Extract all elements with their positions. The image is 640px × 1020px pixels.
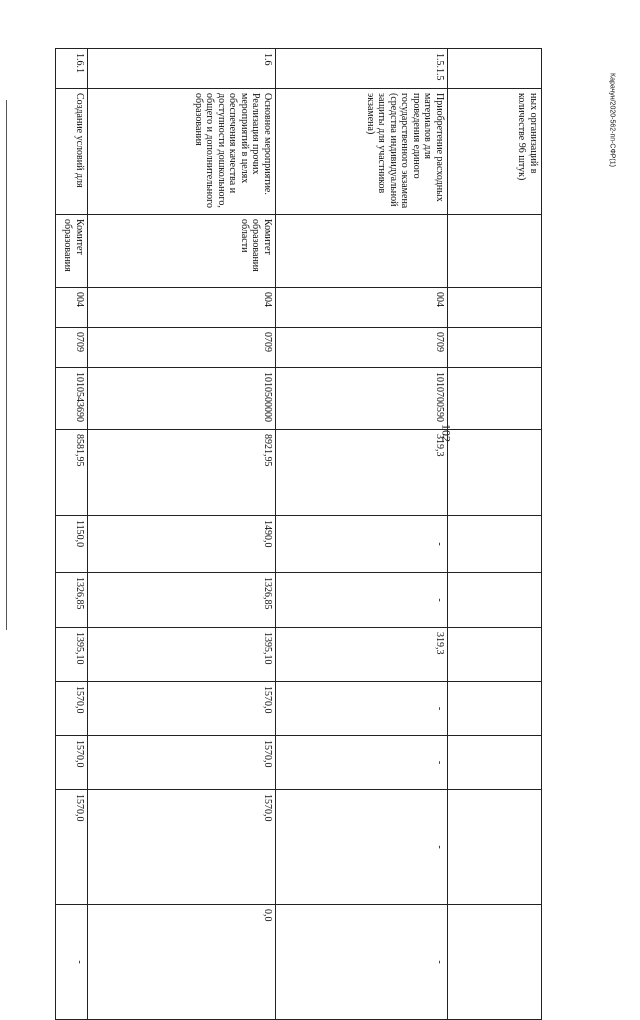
- cell-year-6: 1570,0: [56, 790, 88, 905]
- cell-year-5: 1570,0: [56, 736, 88, 790]
- cell-total: 8921,95: [88, 430, 276, 516]
- cell-year-6: 1570,0: [88, 790, 276, 905]
- cell-grbs: [448, 288, 542, 328]
- cell-name: ных организаций в количестве 96 штук): [448, 89, 542, 215]
- cell-year-4: 1570,0: [56, 682, 88, 736]
- table-row-1-5-1-5: [276, 49, 448, 1020]
- cell-year-7: -: [276, 905, 448, 1020]
- cell-year-2: 1326,85: [88, 573, 276, 628]
- cell-year-4: 1570,0: [88, 682, 276, 736]
- cell-year-3: [448, 628, 542, 682]
- cell-total: [448, 430, 542, 516]
- cell-year-2: 1326,85: [56, 573, 88, 628]
- cell-year-3: 1395,10: [56, 628, 88, 682]
- cell-year-1: 1490,0: [88, 516, 276, 573]
- cell-section: [448, 328, 542, 368]
- cell-number: 1.6.1: [56, 49, 88, 89]
- cell-name: Приобретение расходных материалов для проведения единого государственного экзамена (средства индивидуальной защиты для участников экзамена): [276, 89, 448, 215]
- cell-number: [448, 49, 542, 89]
- cell-year-4: -: [276, 682, 448, 736]
- cell-year-3: 1395,10: [88, 628, 276, 682]
- table-row-continuation: [448, 49, 542, 1020]
- cell-section: 0709: [88, 328, 276, 368]
- cell-year-4: [448, 682, 542, 736]
- page-number: 102: [439, 424, 454, 442]
- cell-grbs: 004: [88, 288, 276, 328]
- cell-year-1: -: [276, 516, 448, 573]
- table-frame: [56, 48, 542, 964]
- table-row-1-6-1: [56, 49, 88, 1020]
- cell-grbs: 004: [56, 288, 88, 328]
- left-margin-line: [6, 100, 7, 630]
- cell-year-7: [448, 905, 542, 1020]
- cell-executor: Комитет образования: [56, 215, 88, 288]
- cell-section: 0709: [56, 328, 88, 368]
- cell-year-6: -: [276, 790, 448, 905]
- cell-year-2: -: [276, 573, 448, 628]
- cell-year-7: -: [56, 905, 88, 1020]
- cell-executor: [276, 215, 448, 288]
- cell-year-1: 1150,0: [56, 516, 88, 573]
- cell-year-7: 0,0: [88, 905, 276, 1020]
- cell-grbs: 004: [276, 288, 448, 328]
- cell-total: 319,3: [276, 430, 448, 516]
- cell-year-2: [448, 573, 542, 628]
- cell-target-article: 1010500000: [88, 368, 276, 430]
- cell-section: 0709: [276, 328, 448, 368]
- cell-name: Создание условий для: [56, 89, 88, 215]
- cell-year-1: [448, 516, 542, 573]
- cell-target-article: [448, 368, 542, 430]
- cell-target-article: 1010543690: [56, 368, 88, 430]
- cell-name: Основное мероприятие. Реализация прочих мероприятий в целях обеспечения качества и доступности дошкольного, общего и дополнительного образования: [88, 89, 276, 215]
- cell-target-article: 1010700590: [276, 368, 448, 430]
- cell-number: 1.5.1.5: [276, 49, 448, 89]
- cell-executor: [448, 215, 542, 288]
- cell-year-5: [448, 736, 542, 790]
- budget-table: [55, 48, 542, 1020]
- cell-year-3: 319,3: [276, 628, 448, 682]
- file-reference: Карачун/2020-562-пп-СФР(1): [608, 73, 616, 167]
- cell-year-6: [448, 790, 542, 905]
- cell-executor: Комитет образования области: [88, 215, 276, 288]
- cell-year-5: -: [276, 736, 448, 790]
- cell-year-5: 1570,0: [88, 736, 276, 790]
- cell-total: 8581,95: [56, 430, 88, 516]
- table-row-1-6: [88, 49, 276, 1020]
- cell-number: 1.6: [88, 49, 276, 89]
